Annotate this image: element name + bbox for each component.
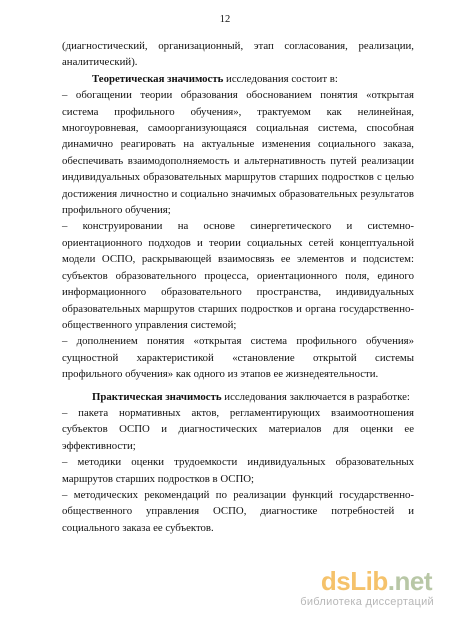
- practice-item-2: – методики оценки трудоемкости индивидуальных образовательных маршрутов старших подростков в ОСПО;: [62, 456, 414, 485]
- dslib-tagline: библиотека диссертаций: [300, 596, 434, 608]
- practice-item-1: – пакета нормативных актов, регламентирующих взаимоотношения субъектов ОСПО и диагностических материалов для оценки ее эффективности;: [62, 406, 414, 452]
- theory-item-2: – конструировании на основе синергетического и системно-ориентационного подходов и теории социальных сетей концептуальной модели ОСПО, раскрывающей взаимосвязь ее элементов и подсистем: субъектов образовательного процесса, ориентационного поля, единого информационного образовательного пространства, индивидуальных образовательных маршрутов старших подростков и органа государственно-общественного управления системой;: [62, 220, 414, 331]
- theory-intro-text: исследования состоит в:: [223, 72, 338, 85]
- theory-intro: [62, 71, 414, 87]
- document-body: [62, 38, 414, 536]
- page-number: 12: [219, 14, 231, 25]
- dslib-logo: [321, 566, 432, 597]
- theory-title: Теоретическая значимость: [92, 72, 224, 85]
- logo-part1: dsLib: [320, 566, 388, 596]
- practice-intro-text: исследования заключается в разработке:: [221, 390, 410, 403]
- logo-part2: .net: [387, 566, 432, 596]
- theory-item-1: – обогащении теории образования обоснованием понятия «открытая система профильного обучения», трактуемом как нелинейная, многоуровневая, самоорганизующаяся социальная система, способная динамично реагировать на актуальные изменения социального заказа, обеспечивать взаимодополняемость и альтернативность путей реализации индивидуальных образовательных маршрутов старших подростков с целью достижения личностно и социально значимых образовательных результатов профильного обучения;: [62, 89, 414, 217]
- practice-intro: [62, 389, 414, 405]
- dslib-watermark: [262, 566, 442, 614]
- paragraph-stages: (диагностический, организационный, этап согласования, реализации, аналитический).: [62, 40, 414, 69]
- practice-title: Практическая значимость: [92, 390, 222, 403]
- practice-item-3: – методических рекомендаций по реализации функций государственно-общественного управления ОСПО, диагностике потребностей и социального заказа ее субъектов.: [62, 488, 414, 534]
- theory-item-3: – дополнением понятия «открытая система профильного обучения» сущностной характеристикой «становление открытой системы профильного обучения» как одного из этапов ее жизнедеятельности.: [62, 335, 414, 381]
